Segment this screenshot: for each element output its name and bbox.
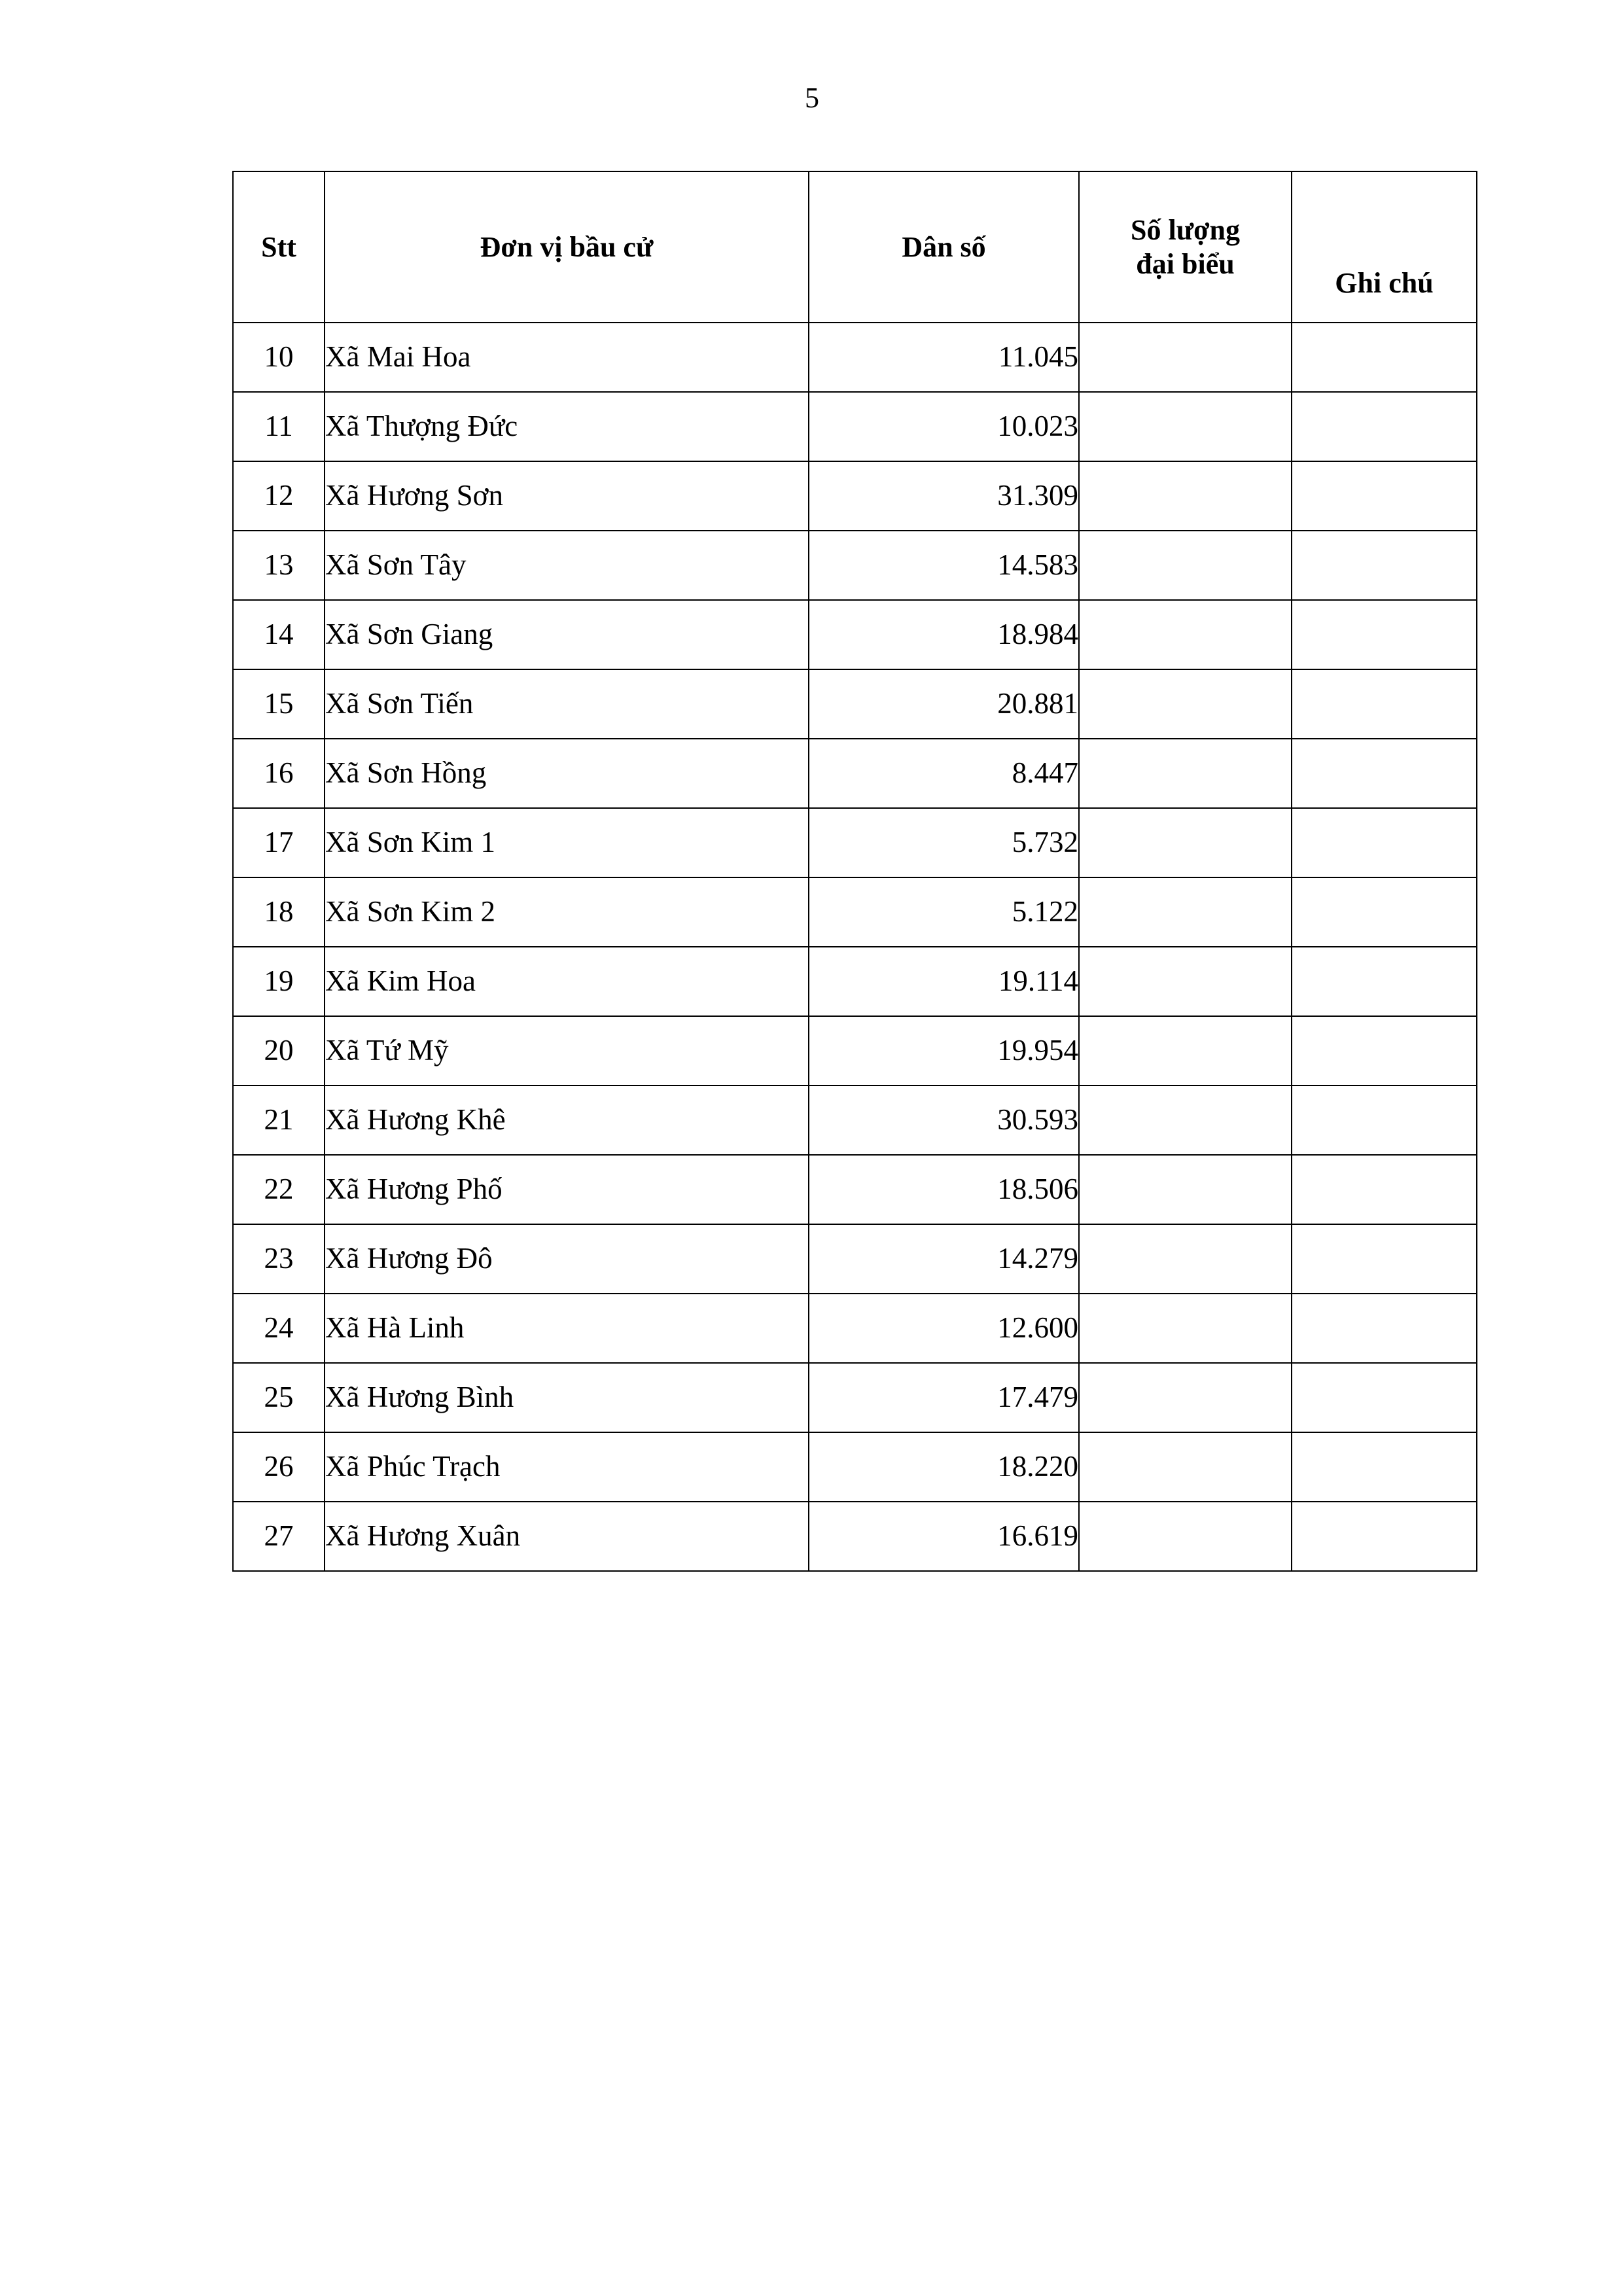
cell-deputy-count xyxy=(1079,1502,1292,1571)
cell-stt: 20 xyxy=(233,1016,325,1086)
cell-stt: 10 xyxy=(233,323,325,392)
table-row xyxy=(233,877,1477,947)
cell-population: 19.954 xyxy=(809,1016,1079,1086)
cell-electoral-unit: Xã Hương Xuân xyxy=(325,1502,809,1571)
table-row xyxy=(233,531,1477,600)
column-header-note: Ghi chú xyxy=(1292,171,1477,323)
cell-stt: 11 xyxy=(233,392,325,461)
cell-electoral-unit: Xã Hương Sơn xyxy=(325,461,809,531)
cell-population: 17.479 xyxy=(809,1363,1079,1432)
cell-electoral-unit: Xã Kim Hoa xyxy=(325,947,809,1016)
cell-note xyxy=(1292,323,1477,392)
column-header-deputy-count xyxy=(1079,171,1292,323)
cell-population: 31.309 xyxy=(809,461,1079,531)
cell-electoral-unit: Xã Sơn Giang xyxy=(325,600,809,669)
cell-stt: 21 xyxy=(233,1086,325,1155)
cell-population: 18.220 xyxy=(809,1432,1079,1502)
cell-electoral-unit: Xã Mai Hoa xyxy=(325,323,809,392)
cell-population: 8.447 xyxy=(809,739,1079,808)
cell-electoral-unit: Xã Phúc Trạch xyxy=(325,1432,809,1502)
cell-stt: 18 xyxy=(233,877,325,947)
column-header-deputy-count-line2: đại biểu xyxy=(1136,247,1235,280)
table-row xyxy=(233,739,1477,808)
cell-electoral-unit: Xã Sơn Hồng xyxy=(325,739,809,808)
cell-note xyxy=(1292,808,1477,877)
cell-note xyxy=(1292,1155,1477,1224)
cell-note xyxy=(1292,739,1477,808)
cell-deputy-count xyxy=(1079,323,1292,392)
cell-stt: 15 xyxy=(233,669,325,739)
cell-electoral-unit: Xã Sơn Tây xyxy=(325,531,809,600)
cell-population: 14.279 xyxy=(809,1224,1079,1294)
cell-stt: 17 xyxy=(233,808,325,877)
cell-electoral-unit: Xã Hương Đô xyxy=(325,1224,809,1294)
page-number: 5 xyxy=(805,82,819,114)
table-row xyxy=(233,1155,1477,1224)
cell-electoral-unit: Xã Thượng Đức xyxy=(325,392,809,461)
cell-stt: 13 xyxy=(233,531,325,600)
cell-deputy-count xyxy=(1079,392,1292,461)
cell-note xyxy=(1292,600,1477,669)
cell-note xyxy=(1292,1502,1477,1571)
cell-stt: 25 xyxy=(233,1363,325,1432)
cell-note xyxy=(1292,669,1477,739)
cell-electoral-unit: Xã Hương Bình xyxy=(325,1363,809,1432)
table-row xyxy=(233,1363,1477,1432)
table-row xyxy=(233,323,1477,392)
cell-stt: 24 xyxy=(233,1294,325,1363)
cell-note xyxy=(1292,877,1477,947)
cell-stt: 27 xyxy=(233,1502,325,1571)
column-header-electoral-unit: Đơn vị bầu cử xyxy=(325,171,809,323)
cell-population: 11.045 xyxy=(809,323,1079,392)
cell-deputy-count xyxy=(1079,1432,1292,1502)
table-row xyxy=(233,1224,1477,1294)
table-row xyxy=(233,1086,1477,1155)
cell-note xyxy=(1292,531,1477,600)
column-header-population: Dân số xyxy=(809,171,1079,323)
cell-population: 30.593 xyxy=(809,1086,1079,1155)
cell-note xyxy=(1292,1294,1477,1363)
cell-population: 20.881 xyxy=(809,669,1079,739)
cell-note xyxy=(1292,1086,1477,1155)
cell-deputy-count xyxy=(1079,1086,1292,1155)
table-row xyxy=(233,600,1477,669)
cell-stt: 22 xyxy=(233,1155,325,1224)
cell-stt: 23 xyxy=(233,1224,325,1294)
cell-stt: 12 xyxy=(233,461,325,531)
electoral-units-table-container xyxy=(232,171,1476,1572)
table-row xyxy=(233,461,1477,531)
cell-deputy-count xyxy=(1079,600,1292,669)
cell-stt: 16 xyxy=(233,739,325,808)
cell-electoral-unit: Xã Sơn Kim 2 xyxy=(325,877,809,947)
cell-note xyxy=(1292,1363,1477,1432)
cell-note xyxy=(1292,1224,1477,1294)
cell-stt: 14 xyxy=(233,600,325,669)
cell-note xyxy=(1292,392,1477,461)
cell-population: 12.600 xyxy=(809,1294,1079,1363)
cell-deputy-count xyxy=(1079,947,1292,1016)
cell-deputy-count xyxy=(1079,877,1292,947)
cell-population: 18.984 xyxy=(809,600,1079,669)
table-row xyxy=(233,669,1477,739)
cell-deputy-count xyxy=(1079,1016,1292,1086)
cell-population: 18.506 xyxy=(809,1155,1079,1224)
table-header-row xyxy=(233,171,1477,323)
cell-stt: 26 xyxy=(233,1432,325,1502)
electoral-units-table xyxy=(232,171,1477,1572)
cell-population: 19.114 xyxy=(809,947,1079,1016)
cell-deputy-count xyxy=(1079,531,1292,600)
cell-electoral-unit: Xã Hà Linh xyxy=(325,1294,809,1363)
cell-deputy-count xyxy=(1079,1294,1292,1363)
cell-note xyxy=(1292,947,1477,1016)
table-row xyxy=(233,392,1477,461)
cell-electoral-unit: Xã Hương Khê xyxy=(325,1086,809,1155)
table-row xyxy=(233,808,1477,877)
cell-population: 10.023 xyxy=(809,392,1079,461)
cell-deputy-count xyxy=(1079,739,1292,808)
table-row xyxy=(233,1432,1477,1502)
column-header-deputy-count-line1: Số lượng xyxy=(1131,214,1240,247)
table-header xyxy=(233,171,1477,323)
cell-electoral-unit: Xã Sơn Kim 1 xyxy=(325,808,809,877)
cell-population: 5.732 xyxy=(809,808,1079,877)
cell-stt: 19 xyxy=(233,947,325,1016)
table-row xyxy=(233,947,1477,1016)
cell-note xyxy=(1292,1432,1477,1502)
cell-population: 14.583 xyxy=(809,531,1079,600)
cell-deputy-count xyxy=(1079,1155,1292,1224)
cell-deputy-count xyxy=(1079,669,1292,739)
cell-electoral-unit: Xã Hương Phố xyxy=(325,1155,809,1224)
cell-electoral-unit: Xã Sơn Tiến xyxy=(325,669,809,739)
cell-deputy-count xyxy=(1079,1363,1292,1432)
cell-population: 16.619 xyxy=(809,1502,1079,1571)
cell-deputy-count xyxy=(1079,808,1292,877)
cell-note xyxy=(1292,461,1477,531)
cell-note xyxy=(1292,1016,1477,1086)
cell-deputy-count xyxy=(1079,461,1292,531)
table-row xyxy=(233,1502,1477,1571)
cell-deputy-count xyxy=(1079,1224,1292,1294)
table-row xyxy=(233,1016,1477,1086)
cell-electoral-unit: Xã Tứ Mỹ xyxy=(325,1016,809,1086)
cell-population: 5.122 xyxy=(809,877,1079,947)
table-row xyxy=(233,1294,1477,1363)
table-body xyxy=(233,323,1477,1571)
column-header-stt: Stt xyxy=(233,171,325,323)
